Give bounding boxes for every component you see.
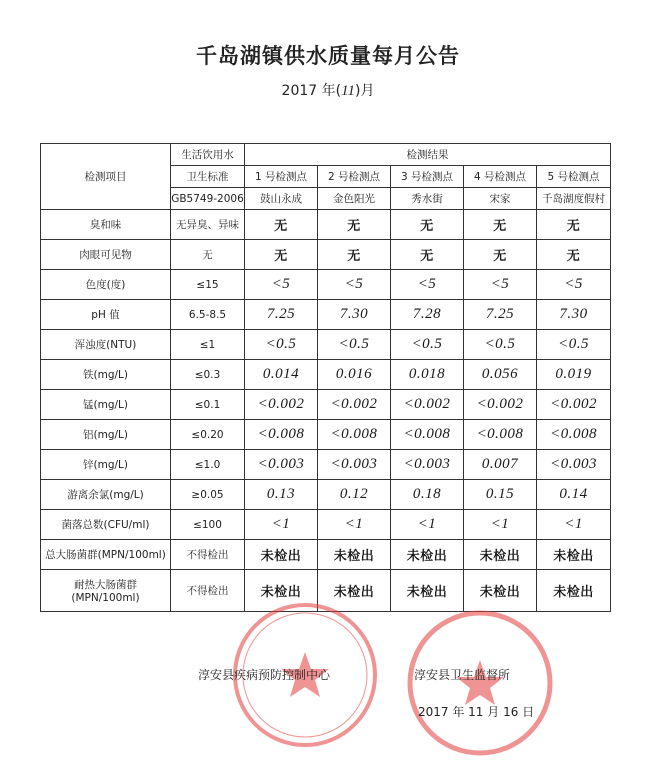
table-row — [41, 210, 611, 240]
water-quality-table — [40, 143, 611, 612]
result-value: 未检出 — [245, 540, 318, 570]
result-value: 未检出 — [464, 540, 537, 570]
result-value: 0.016 — [318, 360, 391, 390]
table-row — [41, 240, 611, 270]
standard-limit: ≥0.05 — [171, 480, 245, 510]
result-value: 0.007 — [464, 450, 537, 480]
table-row — [41, 330, 611, 360]
result-value: <1 — [245, 510, 318, 540]
test-item: 铁(mg/L) — [41, 360, 171, 390]
result-value: 无 — [391, 210, 464, 240]
result-value: 无 — [537, 210, 611, 240]
result-value: 无 — [464, 210, 537, 240]
left-organization: 淳安县疾病预防控制中心 — [198, 668, 331, 682]
result-value: <1 — [464, 510, 537, 540]
result-value: 未检出 — [464, 570, 537, 612]
standard-limit: 6.5-8.5 — [171, 300, 245, 330]
table-row — [41, 540, 611, 570]
result-value: 无 — [245, 240, 318, 270]
table-row — [41, 420, 611, 450]
result-value: <0.002 — [245, 390, 318, 420]
result-value: <0.5 — [391, 330, 464, 360]
std-header-line1: 生活饮用水 — [171, 144, 245, 166]
result-value: 未检出 — [537, 570, 611, 612]
test-item-line1: 耐热大肠菌群 — [74, 579, 137, 591]
result-value: <0.5 — [537, 330, 611, 360]
table-row — [41, 360, 611, 390]
result-value: <5 — [245, 270, 318, 300]
result-value: 0.18 — [391, 480, 464, 510]
test-item: pH 值 — [41, 300, 171, 330]
standard-limit: ≤0.1 — [171, 390, 245, 420]
result-value: <0.002 — [391, 390, 464, 420]
result-value: 未检出 — [318, 570, 391, 612]
result-value: 未检出 — [318, 540, 391, 570]
location-name: 千岛湖度假村 — [537, 188, 611, 210]
result-value: 7.30 — [537, 300, 611, 330]
result-value: <0.003 — [391, 450, 464, 480]
table-row — [41, 270, 611, 300]
result-value: 0.13 — [245, 480, 318, 510]
test-item: 游离余氯(mg/L) — [41, 480, 171, 510]
standard-limit: ≤100 — [171, 510, 245, 540]
point-header: 2 号检测点 — [318, 166, 391, 188]
result-value: <0.5 — [245, 330, 318, 360]
result-value: <0.003 — [318, 450, 391, 480]
result-value: <0.008 — [537, 420, 611, 450]
result-value: 未检出 — [245, 570, 318, 612]
standard-limit: ≤1.0 — [171, 450, 245, 480]
test-item: 总大肠菌群(MPN/100ml) — [41, 540, 171, 570]
report-date-line — [0, 80, 656, 100]
table-row — [41, 300, 611, 330]
result-value: <1 — [537, 510, 611, 540]
standard-limit: ≤0.20 — [171, 420, 245, 450]
test-item: 锰(mg/L) — [41, 390, 171, 420]
right-organization: 淳安县卫生监督所 — [414, 668, 511, 682]
result-value: <1 — [318, 510, 391, 540]
location-name: 鼓山永成 — [245, 188, 318, 210]
result-value: <0.008 — [464, 420, 537, 450]
table-row — [41, 390, 611, 420]
result-value: 7.25 — [245, 300, 318, 330]
result-value: <5 — [464, 270, 537, 300]
point-header: 1 号检测点 — [245, 166, 318, 188]
test-item-line2: (MPN/100ml) — [71, 592, 140, 604]
result-value: <0.008 — [245, 420, 318, 450]
test-item: 锌(mg/L) — [41, 450, 171, 480]
standard-limit: 不得检出 — [171, 570, 245, 612]
test-item — [41, 570, 171, 612]
result-value: 0.14 — [537, 480, 611, 510]
result-value: 未检出 — [391, 540, 464, 570]
result-value: <0.003 — [245, 450, 318, 480]
result-value: <0.003 — [537, 450, 611, 480]
result-value: <0.008 — [318, 420, 391, 450]
location-name: 宋家 — [464, 188, 537, 210]
result-value: 0.019 — [537, 360, 611, 390]
result-value: <5 — [318, 270, 391, 300]
results-header: 检测结果 — [245, 144, 611, 166]
standard-limit: ≤1 — [171, 330, 245, 360]
point-header: 3 号检测点 — [391, 166, 464, 188]
point-header: 4 号检测点 — [464, 166, 537, 188]
item-header: 检测项目 — [41, 144, 171, 210]
standard-limit: 无 — [171, 240, 245, 270]
standard-limit: ≤0.3 — [171, 360, 245, 390]
result-value: 0.12 — [318, 480, 391, 510]
standard-limit: ≤15 — [171, 270, 245, 300]
result-value: 0.15 — [464, 480, 537, 510]
result-value: <0.002 — [318, 390, 391, 420]
month-value: 11 — [341, 83, 355, 99]
result-value: 7.25 — [464, 300, 537, 330]
result-value: <0.002 — [537, 390, 611, 420]
result-value: <0.5 — [464, 330, 537, 360]
result-value: 无 — [245, 210, 318, 240]
year-label: 2017 年( — [281, 83, 342, 99]
result-value: 7.30 — [318, 300, 391, 330]
test-item: 臭和味 — [41, 210, 171, 240]
result-value: 7.28 — [391, 300, 464, 330]
test-item: 铝(mg/L) — [41, 420, 171, 450]
result-value: <0.002 — [464, 390, 537, 420]
table-row — [41, 450, 611, 480]
health-supervision-seal-stamp — [405, 608, 555, 758]
result-value: 无 — [318, 240, 391, 270]
result-value: 未检出 — [537, 540, 611, 570]
result-value: 无 — [537, 240, 611, 270]
result-value: <0.5 — [318, 330, 391, 360]
test-item: 浑浊度(NTU) — [41, 330, 171, 360]
result-value: <5 — [391, 270, 464, 300]
result-value: 0.056 — [464, 360, 537, 390]
location-name: 秀水街 — [391, 188, 464, 210]
test-item: 色度(度) — [41, 270, 171, 300]
standard-limit: 无异臭、异味 — [171, 210, 245, 240]
result-value: 无 — [391, 240, 464, 270]
point-header: 5 号检测点 — [537, 166, 611, 188]
std-header-line2: 卫生标准 — [171, 166, 245, 188]
result-value: <5 — [537, 270, 611, 300]
standard-limit: 不得检出 — [171, 540, 245, 570]
location-name: 金色阳光 — [318, 188, 391, 210]
result-value: 未检出 — [391, 570, 464, 612]
result-value: 0.018 — [391, 360, 464, 390]
result-value: 0.014 — [245, 360, 318, 390]
test-item: 菌落总数(CFU/ml) — [41, 510, 171, 540]
page-title: 千岛湖镇供水质量每月公告 — [196, 44, 460, 68]
result-value: 无 — [464, 240, 537, 270]
result-value: <0.008 — [391, 420, 464, 450]
table-row — [41, 480, 611, 510]
test-item: 肉眼可见物 — [41, 240, 171, 270]
table-row — [41, 510, 611, 540]
result-value: 无 — [318, 210, 391, 240]
result-value: <1 — [391, 510, 464, 540]
publish-date: 2017 年 11 月 16 日 — [418, 705, 535, 719]
month-suffix: )月 — [354, 83, 375, 99]
std-header-line3: GB5749-2006 — [171, 188, 245, 210]
